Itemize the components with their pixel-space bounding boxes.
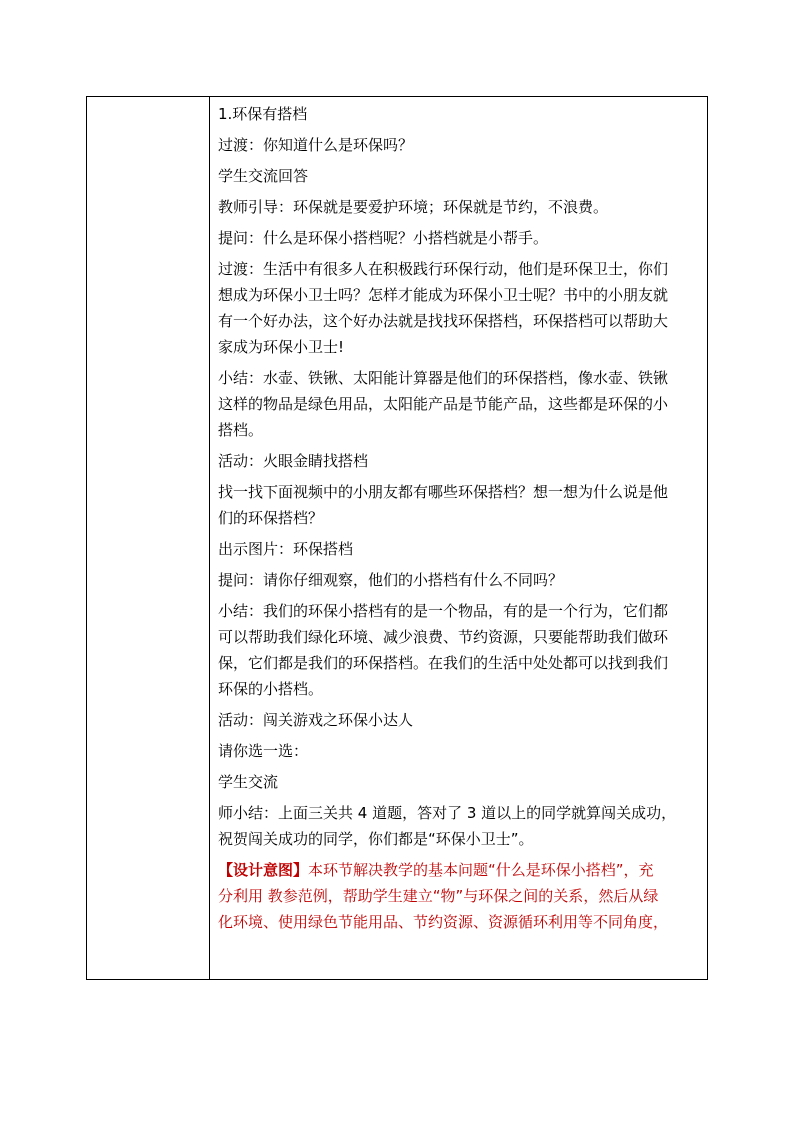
text-line: 学生交流 — [218, 773, 279, 791]
text-line: 们的环保搭档？ — [218, 509, 324, 527]
design-intent-label: 【设计意图】 — [218, 861, 309, 879]
text-line: 祝贺闯关成功的同学，你们都是“环保小卫士”。 — [218, 830, 534, 848]
lesson-paragraph — [218, 365, 704, 443]
text-line: 家成为环保小卫士! — [218, 338, 345, 356]
lesson-paragraph — [218, 132, 704, 158]
lesson-content-cell — [218, 101, 704, 940]
lesson-paragraph — [218, 738, 704, 764]
text-line: 找一找下面视频中的小朋友都有哪些环保搭档？想一想为什么说是他 — [218, 483, 669, 501]
lesson-paragraph — [218, 707, 704, 733]
text-line: 可以帮助我们绿化环境、减少浪费、节约资源，只要能帮助我们做环 — [218, 628, 669, 646]
text-line: 环保的小搭档。 — [218, 680, 324, 698]
text-line: 活动：火眼金睛找搭档 — [218, 452, 369, 470]
text-line: 保，它们都是我们的环保搭档。在我们的生活中处处都可以找到我们 — [218, 654, 669, 672]
lesson-paragraph — [218, 101, 704, 127]
design-intent-text: 本环节解决教学的基本问题“什么是环保小搭档”，充 — [308, 861, 654, 879]
text-line: 1.环保有搭档 — [218, 105, 308, 123]
text-line: 教师引导：环保就是要爱护环境；环保就是节约，不浪费。 — [218, 198, 609, 216]
text-line: 学生交流回答 — [218, 167, 309, 185]
text-line: 过渡：你知道什么是环保吗？ — [218, 136, 414, 154]
design-intent-line: 化环境、使用绿色节能用品、节约资源、资源循环利用等不同角度， — [218, 913, 669, 931]
text-line: 有一个好办法，这个好办法就是找找环保搭档，环保搭档可以帮助大 — [218, 312, 669, 330]
design-intent-paragraph — [218, 857, 704, 935]
lesson-paragraph — [218, 567, 704, 593]
lesson-paragraph — [218, 800, 704, 852]
design-intent-line: 分利用 教参范例，帮助学生建立“物”与环保之间的关系，然后从绿 — [218, 887, 659, 905]
text-line: 提问：什么是环保小搭档呢？小搭档就是小帮手。 — [218, 229, 549, 247]
text-line: 师小结：上面三关共 4 道题，答对了 3 道以上的同学就算闯关成功， — [218, 804, 677, 822]
lesson-paragraph — [218, 163, 704, 189]
text-line: 提问：请你仔细观察，他们的小搭档有什么不同吗？ — [218, 571, 564, 589]
text-line: 过渡：生活中有很多人在积极践行环保行动，他们是环保卫士，你们 — [218, 260, 669, 278]
text-line: 想成为环保小卫士吗？怎样才能成为环保小卫士呢？书中的小朋友就 — [218, 286, 669, 304]
column-divider — [209, 97, 210, 979]
text-line: 小结：我们的环保小搭档有的是一个物品，有的是一个行为，它们都 — [218, 602, 669, 620]
lesson-paragraph — [218, 225, 704, 251]
text-line: 请你选一选： — [218, 742, 309, 760]
text-line: 搭档。 — [218, 421, 264, 439]
lesson-paragraph — [218, 536, 704, 562]
text-line: 出示图片：环保搭档 — [218, 540, 354, 558]
lesson-paragraph — [218, 479, 704, 531]
lesson-paragraph — [218, 598, 704, 702]
design-intent-line — [218, 857, 704, 883]
lesson-paragraph — [218, 256, 704, 360]
lesson-paragraph — [218, 769, 704, 795]
lesson-paragraph — [218, 194, 704, 220]
text-line: 小结：水壶、铁锹、太阳能计算器是他们的环保搭档，像水壶、铁锹 — [218, 369, 669, 387]
lesson-paragraph — [218, 448, 704, 474]
text-line: 这样的物品是绿色用品，太阳能产品是节能产品，这些都是环保的小 — [218, 395, 669, 413]
lesson-table — [86, 96, 708, 980]
text-line: 活动：闯关游戏之环保小达人 — [218, 711, 414, 729]
